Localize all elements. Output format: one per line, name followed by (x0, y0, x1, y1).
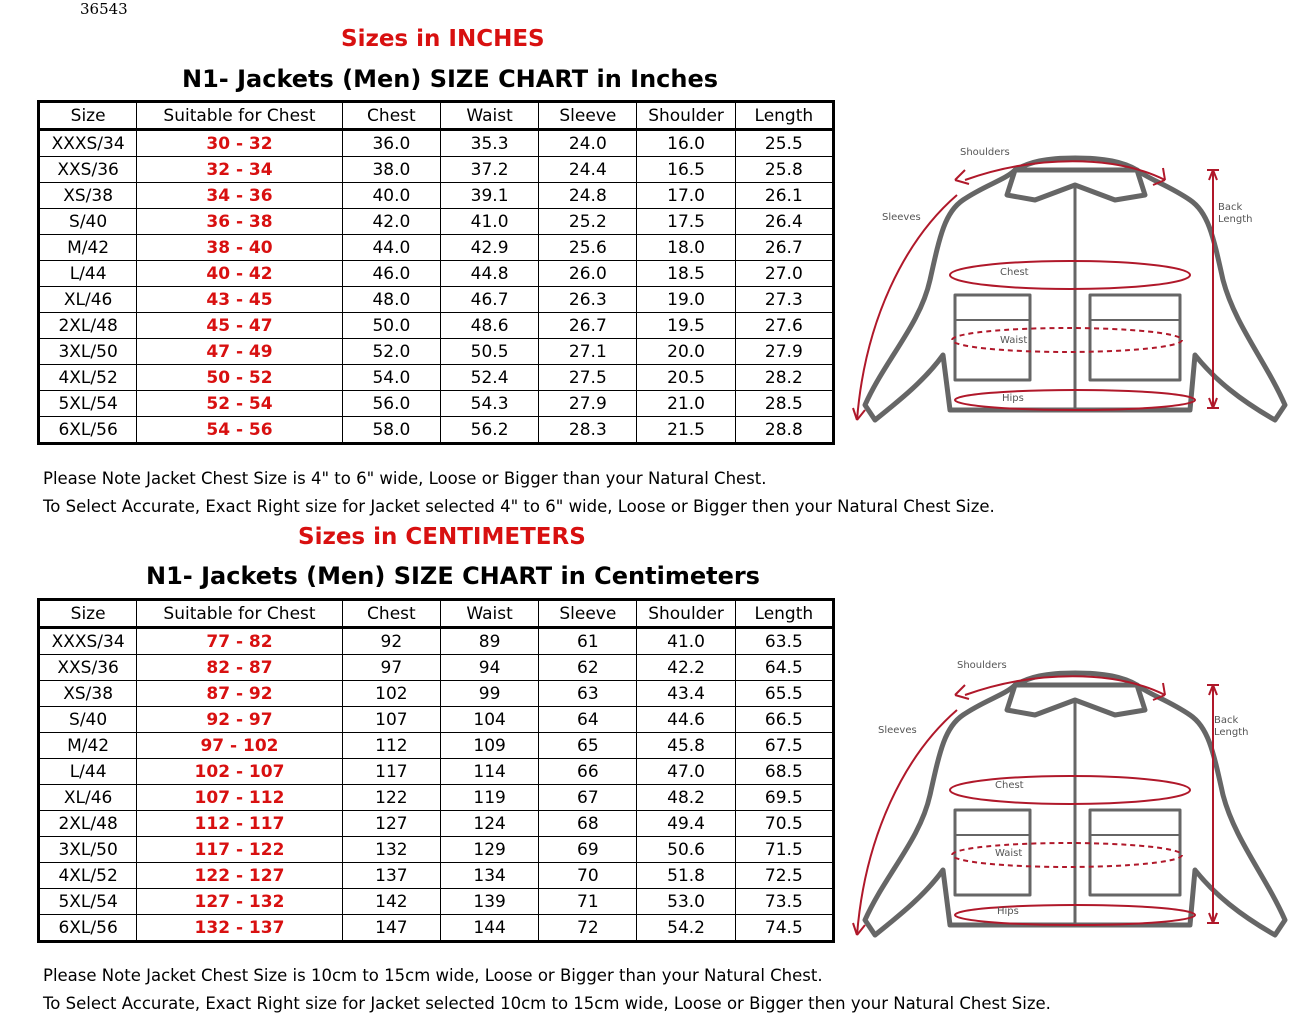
measurement-cell: 21.5 (637, 417, 735, 444)
measurement-cell: 69.5 (735, 785, 833, 811)
measurement-cell: 72 (539, 915, 637, 942)
size-cell: XS/38 (39, 183, 137, 209)
chest-range-cell: 47 - 49 (137, 339, 343, 365)
size-cell: XL/46 (39, 287, 137, 313)
measurement-cell: 132 (342, 837, 440, 863)
measurement-cell: 50.0 (342, 313, 440, 339)
size-cell: 2XL/48 (39, 313, 137, 339)
measurement-cell: 36.0 (342, 130, 440, 157)
chest-range-cell: 82 - 87 (137, 655, 343, 681)
label-length: Length (1214, 727, 1249, 738)
measurement-cell: 72.5 (735, 863, 833, 889)
chest-range-cell: 112 - 117 (137, 811, 343, 837)
chest-range-cell: 30 - 32 (137, 130, 343, 157)
label-back: Back (1214, 715, 1239, 726)
measurement-cell: 134 (440, 863, 538, 889)
measurement-cell: 119 (440, 785, 538, 811)
measurement-cell: 68 (539, 811, 637, 837)
measurement-cell: 37.2 (440, 157, 538, 183)
cm-note-1: Please Note Jacket Chest Size is 10cm to 15cm wide, Loose or Bigger than your Natural Chest. (43, 966, 823, 985)
chest-range-cell: 52 - 54 (137, 391, 343, 417)
measurement-cell: 65 (539, 733, 637, 759)
size-cell: L/44 (39, 759, 137, 785)
size-cell: XXXS/34 (39, 628, 137, 655)
table-row (39, 733, 834, 759)
table-row (39, 287, 834, 313)
product-code: 36543 (80, 0, 128, 18)
measurement-cell: 41.0 (637, 628, 735, 655)
measurement-cell: 64.5 (735, 655, 833, 681)
column-header: Sleeve (539, 102, 637, 130)
measurement-cell: 18.0 (637, 235, 735, 261)
measurement-cell: 25.2 (539, 209, 637, 235)
measurement-cell: 48.0 (342, 287, 440, 313)
table-row (39, 707, 834, 733)
measurement-cell: 102 (342, 681, 440, 707)
size-cell: S/40 (39, 209, 137, 235)
table-row (39, 313, 834, 339)
measurement-cell: 92 (342, 628, 440, 655)
measurement-cell: 66 (539, 759, 637, 785)
size-cell: 4XL/52 (39, 365, 137, 391)
measurement-cell: 112 (342, 733, 440, 759)
table-row (39, 235, 834, 261)
table-row (39, 209, 834, 235)
measurement-cell: 25.8 (735, 157, 833, 183)
measurement-cell: 44.6 (637, 707, 735, 733)
measurement-cell: 27.0 (735, 261, 833, 287)
measurement-cell: 137 (342, 863, 440, 889)
inches-chart-title: N1- Jackets (Men) SIZE CHART in Inches (182, 65, 719, 93)
table-row (39, 863, 834, 889)
measurement-cell: 70.5 (735, 811, 833, 837)
measurement-cell: 35.3 (440, 130, 538, 157)
table-row (39, 811, 834, 837)
measurement-cell: 71 (539, 889, 637, 915)
size-cell: M/42 (39, 235, 137, 261)
measurement-cell: 63 (539, 681, 637, 707)
size-cell: XXS/36 (39, 655, 137, 681)
measurement-cell: 49.4 (637, 811, 735, 837)
measurement-cell: 26.3 (539, 287, 637, 313)
measurement-cell: 70 (539, 863, 637, 889)
measurement-cell: 42.9 (440, 235, 538, 261)
chest-range-cell: 122 - 127 (137, 863, 343, 889)
cm-note-2: To Select Accurate, Exact Right size for Jacket selected 10cm to 15cm wide, Loose or Bigger then your Natural Chest Size. (43, 994, 1051, 1013)
inches-note-2: To Select Accurate, Exact Right size for Jacket selected 4" to 6" wide, Loose or Bigger then your Natural Chest Size. (43, 497, 995, 516)
chest-range-cell: 117 - 122 (137, 837, 343, 863)
table-row (39, 183, 834, 209)
measurement-cell: 99 (440, 681, 538, 707)
measurement-cell: 147 (342, 915, 440, 942)
size-cell: 4XL/52 (39, 863, 137, 889)
measurement-cell: 28.3 (539, 417, 637, 444)
measurement-cell: 107 (342, 707, 440, 733)
column-header: Suitable for Chest (137, 102, 343, 130)
measurement-cell: 56.2 (440, 417, 538, 444)
inches-section-title: Sizes in INCHES (341, 26, 545, 52)
column-header: Size (39, 600, 137, 628)
measurement-cell: 26.7 (539, 313, 637, 339)
measurement-cell: 69 (539, 837, 637, 863)
size-cell: M/42 (39, 733, 137, 759)
column-header: Chest (342, 102, 440, 130)
measurement-cell: 39.1 (440, 183, 538, 209)
measurement-cell: 28.5 (735, 391, 833, 417)
measurement-cell: 62 (539, 655, 637, 681)
cm-size-table (37, 598, 835, 943)
measurement-cell: 48.2 (637, 785, 735, 811)
measurement-cell: 44.8 (440, 261, 538, 287)
chest-range-cell: 32 - 34 (137, 157, 343, 183)
measurement-cell: 129 (440, 837, 538, 863)
table-row (39, 339, 834, 365)
size-cell: XXXS/34 (39, 130, 137, 157)
measurement-cell: 52.4 (440, 365, 538, 391)
label-shoulders: Shoulders (957, 660, 1007, 671)
measurement-cell: 19.0 (637, 287, 735, 313)
measurement-cell: 54.0 (342, 365, 440, 391)
table-row (39, 261, 834, 287)
chest-range-cell: 87 - 92 (137, 681, 343, 707)
measurement-cell: 71.5 (735, 837, 833, 863)
measurement-cell: 109 (440, 733, 538, 759)
measurement-cell: 64 (539, 707, 637, 733)
size-cell: 3XL/50 (39, 837, 137, 863)
size-cell: 6XL/56 (39, 417, 137, 444)
measurement-cell: 54.2 (637, 915, 735, 942)
inches-size-table (37, 100, 835, 445)
table-row (39, 130, 834, 157)
table-row (39, 157, 834, 183)
measurement-cell: 124 (440, 811, 538, 837)
table-row (39, 915, 834, 942)
measurement-cell: 20.0 (637, 339, 735, 365)
label-waist: Waist (995, 848, 1023, 859)
column-header: Waist (440, 600, 538, 628)
chest-range-cell: 102 - 107 (137, 759, 343, 785)
column-header: Suitable for Chest (137, 600, 343, 628)
measurement-cell: 73.5 (735, 889, 833, 915)
column-header: Shoulder (637, 600, 735, 628)
measurement-cell: 27.6 (735, 313, 833, 339)
chest-range-cell: 97 - 102 (137, 733, 343, 759)
measurement-cell: 127 (342, 811, 440, 837)
measurement-cell: 26.1 (735, 183, 833, 209)
measurement-cell: 51.8 (637, 863, 735, 889)
measurement-cell: 142 (342, 889, 440, 915)
size-cell: 2XL/48 (39, 811, 137, 837)
jacket-measurement-diagram-cm (845, 655, 1290, 945)
measurement-cell: 40.0 (342, 183, 440, 209)
chest-range-cell: 43 - 45 (137, 287, 343, 313)
measurement-cell: 50.5 (440, 339, 538, 365)
table-header-row (39, 102, 834, 130)
measurement-cell: 48.6 (440, 313, 538, 339)
measurement-cell: 43.4 (637, 681, 735, 707)
table-row (39, 417, 834, 444)
chest-range-cell: 45 - 47 (137, 313, 343, 339)
measurement-cell: 26.4 (735, 209, 833, 235)
measurement-cell: 97 (342, 655, 440, 681)
size-cell: XL/46 (39, 785, 137, 811)
size-cell: 5XL/54 (39, 889, 137, 915)
measurement-cell: 47.0 (637, 759, 735, 785)
measurement-cell: 74.5 (735, 915, 833, 942)
label-chest: Chest (1000, 267, 1029, 278)
size-cell: XS/38 (39, 681, 137, 707)
size-cell: 5XL/54 (39, 391, 137, 417)
measurement-cell: 20.5 (637, 365, 735, 391)
measurement-cell: 63.5 (735, 628, 833, 655)
measurement-cell: 67.5 (735, 733, 833, 759)
label-shoulders: Shoulders (960, 147, 1010, 158)
measurement-cell: 41.0 (440, 209, 538, 235)
measurement-cell: 67 (539, 785, 637, 811)
chest-range-cell: 34 - 36 (137, 183, 343, 209)
size-cell: XXS/36 (39, 157, 137, 183)
label-back: Back (1218, 202, 1243, 213)
measurement-cell: 16.5 (637, 157, 735, 183)
table-row (39, 759, 834, 785)
column-header: Shoulder (637, 102, 735, 130)
chest-range-cell: 127 - 132 (137, 889, 343, 915)
measurement-cell: 139 (440, 889, 538, 915)
label-chest: Chest (995, 780, 1024, 791)
column-header: Chest (342, 600, 440, 628)
measurement-cell: 117 (342, 759, 440, 785)
measurement-cell: 68.5 (735, 759, 833, 785)
measurement-cell: 17.0 (637, 183, 735, 209)
measurement-cell: 61 (539, 628, 637, 655)
measurement-cell: 24.4 (539, 157, 637, 183)
table-row (39, 391, 834, 417)
column-header: Size (39, 102, 137, 130)
table-row (39, 365, 834, 391)
chest-range-cell: 54 - 56 (137, 417, 343, 444)
size-cell: 6XL/56 (39, 915, 137, 942)
label-waist: Waist (1000, 335, 1028, 346)
measurement-cell: 38.0 (342, 157, 440, 183)
measurement-cell: 46.0 (342, 261, 440, 287)
jacket-measurement-diagram-inches (845, 140, 1290, 430)
measurement-cell: 53.0 (637, 889, 735, 915)
chest-range-cell: 50 - 52 (137, 365, 343, 391)
size-cell: 3XL/50 (39, 339, 137, 365)
label-sleeves: Sleeves (878, 725, 917, 736)
table-row (39, 655, 834, 681)
measurement-cell: 27.5 (539, 365, 637, 391)
label-sleeves: Sleeves (882, 212, 921, 223)
table-row (39, 681, 834, 707)
measurement-cell: 24.8 (539, 183, 637, 209)
measurement-cell: 18.5 (637, 261, 735, 287)
label-hips: Hips (1002, 393, 1024, 404)
measurement-cell: 44.0 (342, 235, 440, 261)
measurement-cell: 65.5 (735, 681, 833, 707)
column-header: Sleeve (539, 600, 637, 628)
table-row (39, 837, 834, 863)
measurement-cell: 94 (440, 655, 538, 681)
measurement-cell: 54.3 (440, 391, 538, 417)
size-cell: L/44 (39, 261, 137, 287)
measurement-cell: 25.5 (735, 130, 833, 157)
measurement-cell: 27.9 (539, 391, 637, 417)
chest-range-cell: 38 - 40 (137, 235, 343, 261)
measurement-cell: 19.5 (637, 313, 735, 339)
chest-range-cell: 36 - 38 (137, 209, 343, 235)
measurement-cell: 21.0 (637, 391, 735, 417)
label-hips: Hips (997, 906, 1019, 917)
table-row (39, 628, 834, 655)
table-header-row (39, 600, 834, 628)
cm-section-title: Sizes in CENTIMETERS (298, 524, 586, 550)
measurement-cell: 114 (440, 759, 538, 785)
measurement-cell: 42.0 (342, 209, 440, 235)
inches-note-1: Please Note Jacket Chest Size is 4" to 6" wide, Loose or Bigger than your Natural Chest. (43, 469, 767, 488)
chest-range-cell: 92 - 97 (137, 707, 343, 733)
measurement-cell: 25.6 (539, 235, 637, 261)
measurement-cell: 28.8 (735, 417, 833, 444)
chest-range-cell: 40 - 42 (137, 261, 343, 287)
chest-range-cell: 107 - 112 (137, 785, 343, 811)
measurement-cell: 56.0 (342, 391, 440, 417)
measurement-cell: 66.5 (735, 707, 833, 733)
measurement-cell: 45.8 (637, 733, 735, 759)
measurement-cell: 104 (440, 707, 538, 733)
column-header: Waist (440, 102, 538, 130)
label-length: Length (1218, 214, 1253, 225)
measurement-cell: 16.0 (637, 130, 735, 157)
table-row (39, 785, 834, 811)
measurement-cell: 144 (440, 915, 538, 942)
measurement-cell: 42.2 (637, 655, 735, 681)
measurement-cell: 26.7 (735, 235, 833, 261)
column-header: Length (735, 600, 833, 628)
measurement-cell: 89 (440, 628, 538, 655)
measurement-cell: 52.0 (342, 339, 440, 365)
size-cell: S/40 (39, 707, 137, 733)
measurement-cell: 27.3 (735, 287, 833, 313)
measurement-cell: 24.0 (539, 130, 637, 157)
measurement-cell: 50.6 (637, 837, 735, 863)
chest-range-cell: 132 - 137 (137, 915, 343, 942)
measurement-cell: 28.2 (735, 365, 833, 391)
table-row (39, 889, 834, 915)
measurement-cell: 27.1 (539, 339, 637, 365)
column-header: Length (735, 102, 833, 130)
measurement-cell: 17.5 (637, 209, 735, 235)
measurement-cell: 58.0 (342, 417, 440, 444)
chest-range-cell: 77 - 82 (137, 628, 343, 655)
measurement-cell: 26.0 (539, 261, 637, 287)
measurement-cell: 46.7 (440, 287, 538, 313)
measurement-cell: 27.9 (735, 339, 833, 365)
cm-chart-title: N1- Jackets (Men) SIZE CHART in Centimeters (146, 562, 760, 590)
measurement-cell: 122 (342, 785, 440, 811)
